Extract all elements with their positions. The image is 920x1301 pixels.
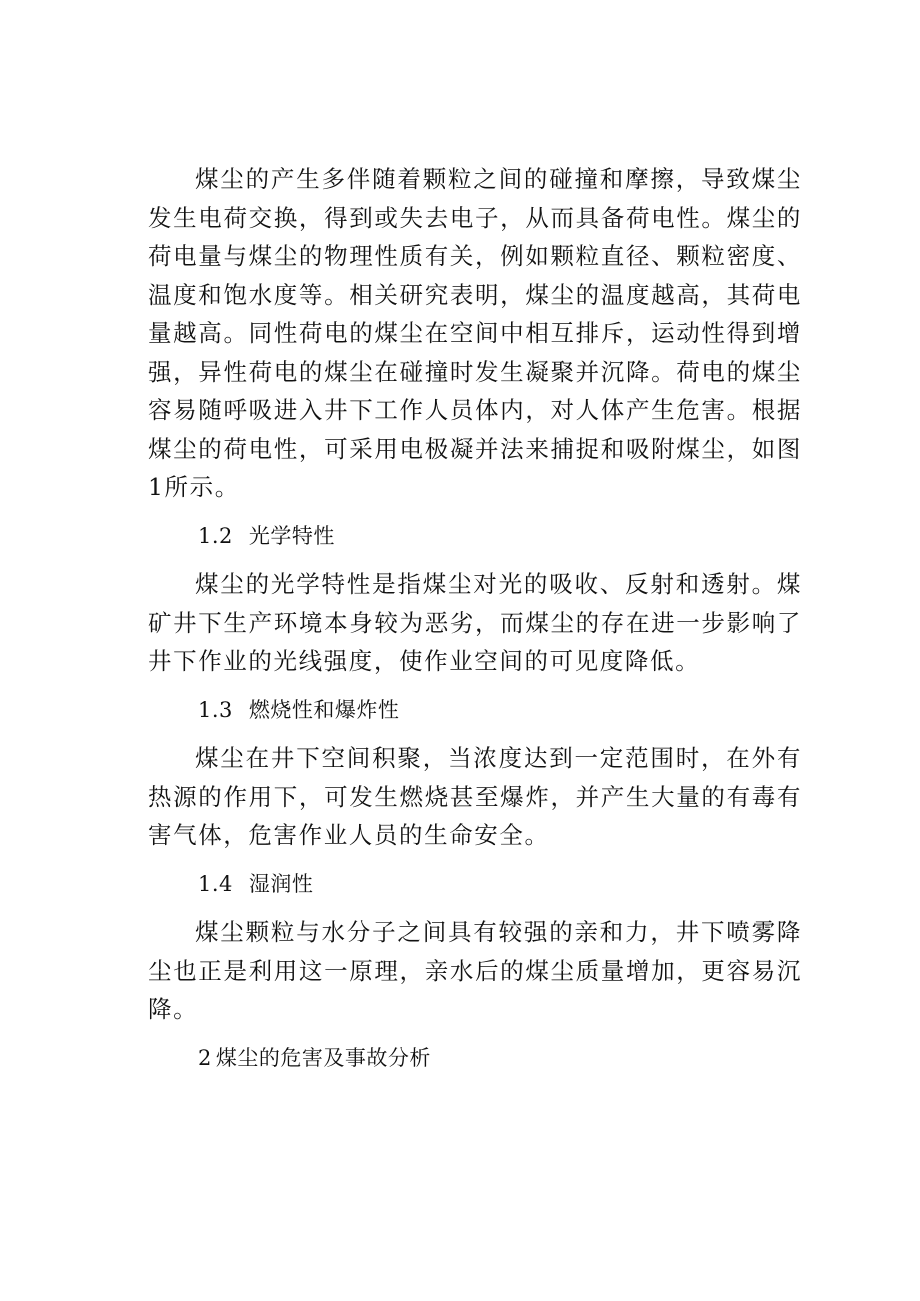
paragraph-wettability: 煤尘颗粒与水分子之间具有较强的亲和力，井下喷雾降尘也正是利用这一原理，亲水后的煤尘质量增加，更容易沉降。 xyxy=(148,918,802,1023)
heading-number: 1.4 xyxy=(198,871,233,896)
heading-title: 煤尘的危害及事故分析 xyxy=(215,1045,431,1070)
paragraph-charge: 煤尘的产生多伴随着颗粒之间的碰撞和摩擦，导致煤尘发生电荷交换，得到或失去电子，从而具备荷电性。煤尘的荷电量与煤尘的物理性质有关，例如颗粒直径、颗粒密度、温度和饱水度等。相关研究表明，煤尘的温度越高，其荷电量越高。同性荷电的煤尘在空间中相互排斥，运动性得到增强，异性荷电的煤尘在碰撞时发生凝聚并沉降。荷电的煤尘容易随呼吸进入井下工作人员体内，对人体产生危害。根据煤尘的荷电性，可采用电极凝并法来捕捉和吸附煤尘，如图1所示。 xyxy=(148,165,802,501)
paragraph-combustion: 煤尘在井下空间积聚，当浓度达到一定范围时，在外有热源的作用下，可发生燃烧甚至爆炸，并产生大量的有毒有害气体，危害作业人员的生命安全。 xyxy=(148,744,802,849)
heading-title: 湿润性 xyxy=(248,871,314,896)
paragraph-optical: 煤尘的光学特性是指煤尘对光的吸收、反射和透射。煤矿井下生产环境本身较为恶劣，而煤尘的存在进一步影响了井下作业的光线强度，使作业空间的可见度降低。 xyxy=(148,570,802,675)
heading-1-3 xyxy=(148,691,802,730)
heading-number: 1.3 xyxy=(198,697,233,722)
heading-title: 光学特性 xyxy=(248,523,335,548)
heading-number: 2 xyxy=(198,1045,212,1070)
heading-1-2 xyxy=(148,517,802,556)
heading-section-2 xyxy=(148,1039,802,1078)
heading-1-4 xyxy=(148,865,802,904)
heading-number: 1.2 xyxy=(198,523,233,548)
document-body xyxy=(148,160,802,1087)
heading-title: 燃烧性和爆炸性 xyxy=(248,697,400,722)
